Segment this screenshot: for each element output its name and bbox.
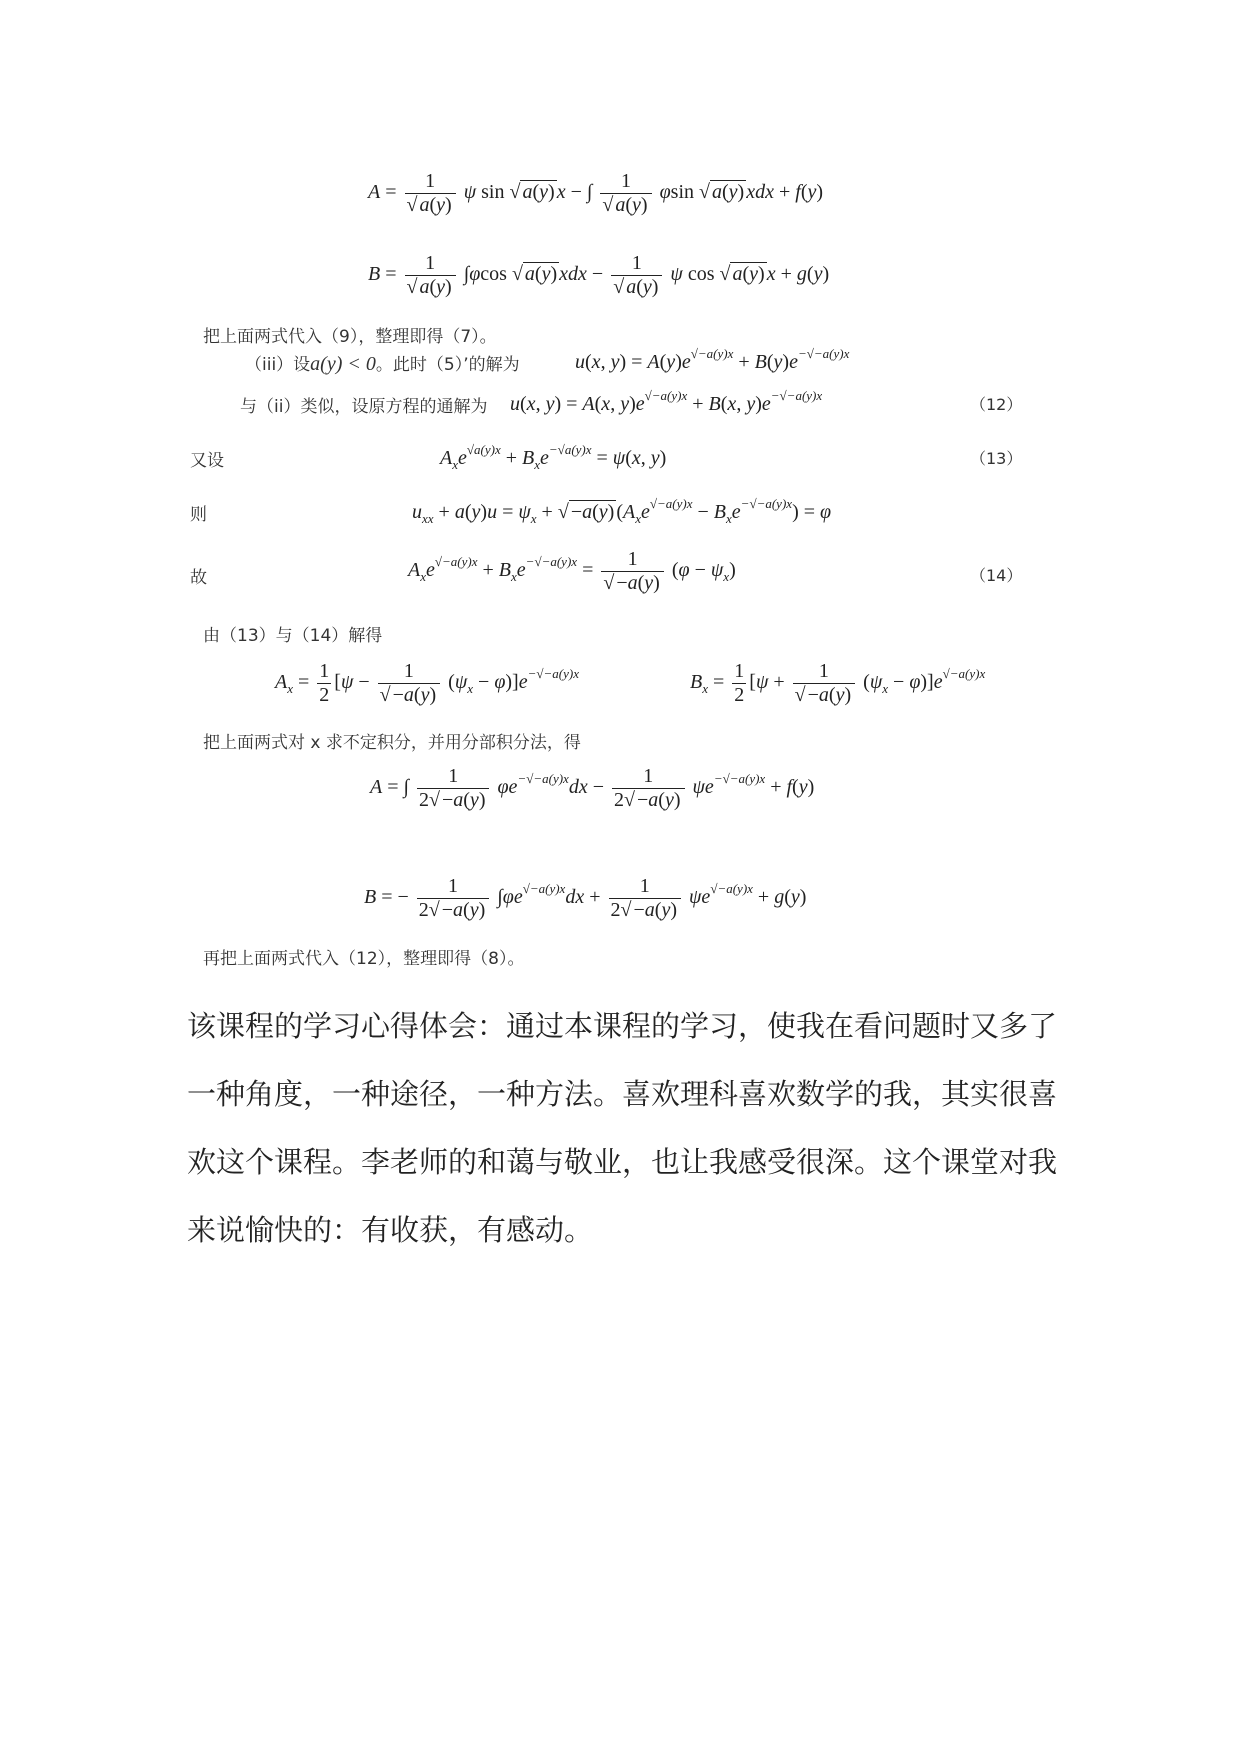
reflection-line-2: 一种角度，一种途径，一种方法。喜欢理科喜欢数学的我，其实很喜 xyxy=(187,1077,1058,1111)
text-line-4: 由（13）与（14）解得 xyxy=(203,626,383,646)
label-you-she: 又设 xyxy=(190,451,224,471)
equation-ze: $u_{xx} + a(y)u = \psi_x$ + √ −a(y) $(A_xe^{√-a(y)x} - B_xe^{-√-a(y)x}) = \varphi$ xyxy=(412,496,832,526)
line2-prefix: （iii）设 xyxy=(245,355,311,375)
equation-bx: $B_x$ = $\frac{1}{2}$ [ψ + $\frac{1}{√ -a(y)}$ $(\psi_x - \varphi)]e^{√-a(y)x}$ xyxy=(690,660,986,706)
equation-ax: $A_x$ = $\frac{1}{2}$ [ψ − $\frac{1}{√ -a(y)}$ $(\psi_x - \varphi)]e^{-√-a(y)x}$ xyxy=(275,660,579,706)
equation-b-cos: B = $\frac{1}{√ a(y)}$ ∫φcos √ a(y) xdx − $\frac{1}{√ a(y)}$ ψ cos √ a(y) x + g(y) xyxy=(368,252,830,298)
equation-13: $A_xe^{√a(y)x} + B_xe^{-√a(y)x} = \psi(x$, y) xyxy=(440,442,667,472)
text-line-1: 把上面两式代入（9），整理即得（7）。 xyxy=(203,327,497,347)
reflection-line-4: 来说愉快的：有收获，有感动。 xyxy=(187,1213,594,1247)
text-line-2 xyxy=(245,350,520,376)
text-line-5: 把上面两式对 x 求不定积分，并用分部积分法，得 xyxy=(203,733,581,753)
equation-number-14: （14） xyxy=(970,566,1023,585)
equation-number-12: （12） xyxy=(970,395,1023,414)
label-ze: 则 xyxy=(190,505,207,525)
equation-u-iii: u(x, $y) = A(y)e^{√-a(y)x} + B(y)e^{-√-a(y)x}$ xyxy=(575,346,850,373)
label-gu: 故 xyxy=(190,568,207,588)
equation-u-general: u(x, y) = A(x, $y)e^{√-a(y)x} + B(x$, $y)e^{-√-a(y)x}$ xyxy=(510,388,823,415)
equation-b-int: B = − $\frac{1}{2√ -a(y)}$ $\int\varphi e^{√-a(y)x}dx$ + $\frac{1}{2√ -a(y)}$ $\psi e^{√-a(y)x} + g(y)$ xyxy=(364,875,807,921)
line2-condition: a(y) < 0 xyxy=(310,353,376,375)
text-line-3: 与（ii）类似，设原方程的通解为 xyxy=(240,397,488,417)
equation-a-sin: A = $\frac{1}{√ a(y)}$ ψ sin √ a(y) x − ∫ $\frac{1}{√ a(y)}$ φsin √ a(y) xdx + f(y) xyxy=(368,170,824,216)
equation-number-13: （13） xyxy=(970,449,1023,468)
reflection-line-1: 该课程的学习心得体会：通过本课程的学习，使我在看问题时又多了 xyxy=(187,1009,1058,1043)
line2-suffix: 。此时（5）’的解为 xyxy=(375,355,520,375)
equation-14: $A_xe^{√-a(y)x} + B_xe^{-√-a(y)x}$ = $\frac{1}{√ -a(y)}$ $(\varphi - \psi_x)$ xyxy=(408,548,736,594)
reflection-line-3: 欢这个课程。李老师的和蔼与敬业，也让我感受很深。这个课堂对我 xyxy=(187,1145,1058,1179)
text-line-6: 再把上面两式代入（12），整理即得（8）。 xyxy=(203,949,525,969)
equation-a-int: A = ∫ $\frac{1}{2√ -a(y)}$ $\varphi e^{-√-a(y)x}dx$ − $\frac{1}{2√ -a(y)}$ $\psi e^{-√-a(y)x} + f(y)$ xyxy=(370,765,815,811)
